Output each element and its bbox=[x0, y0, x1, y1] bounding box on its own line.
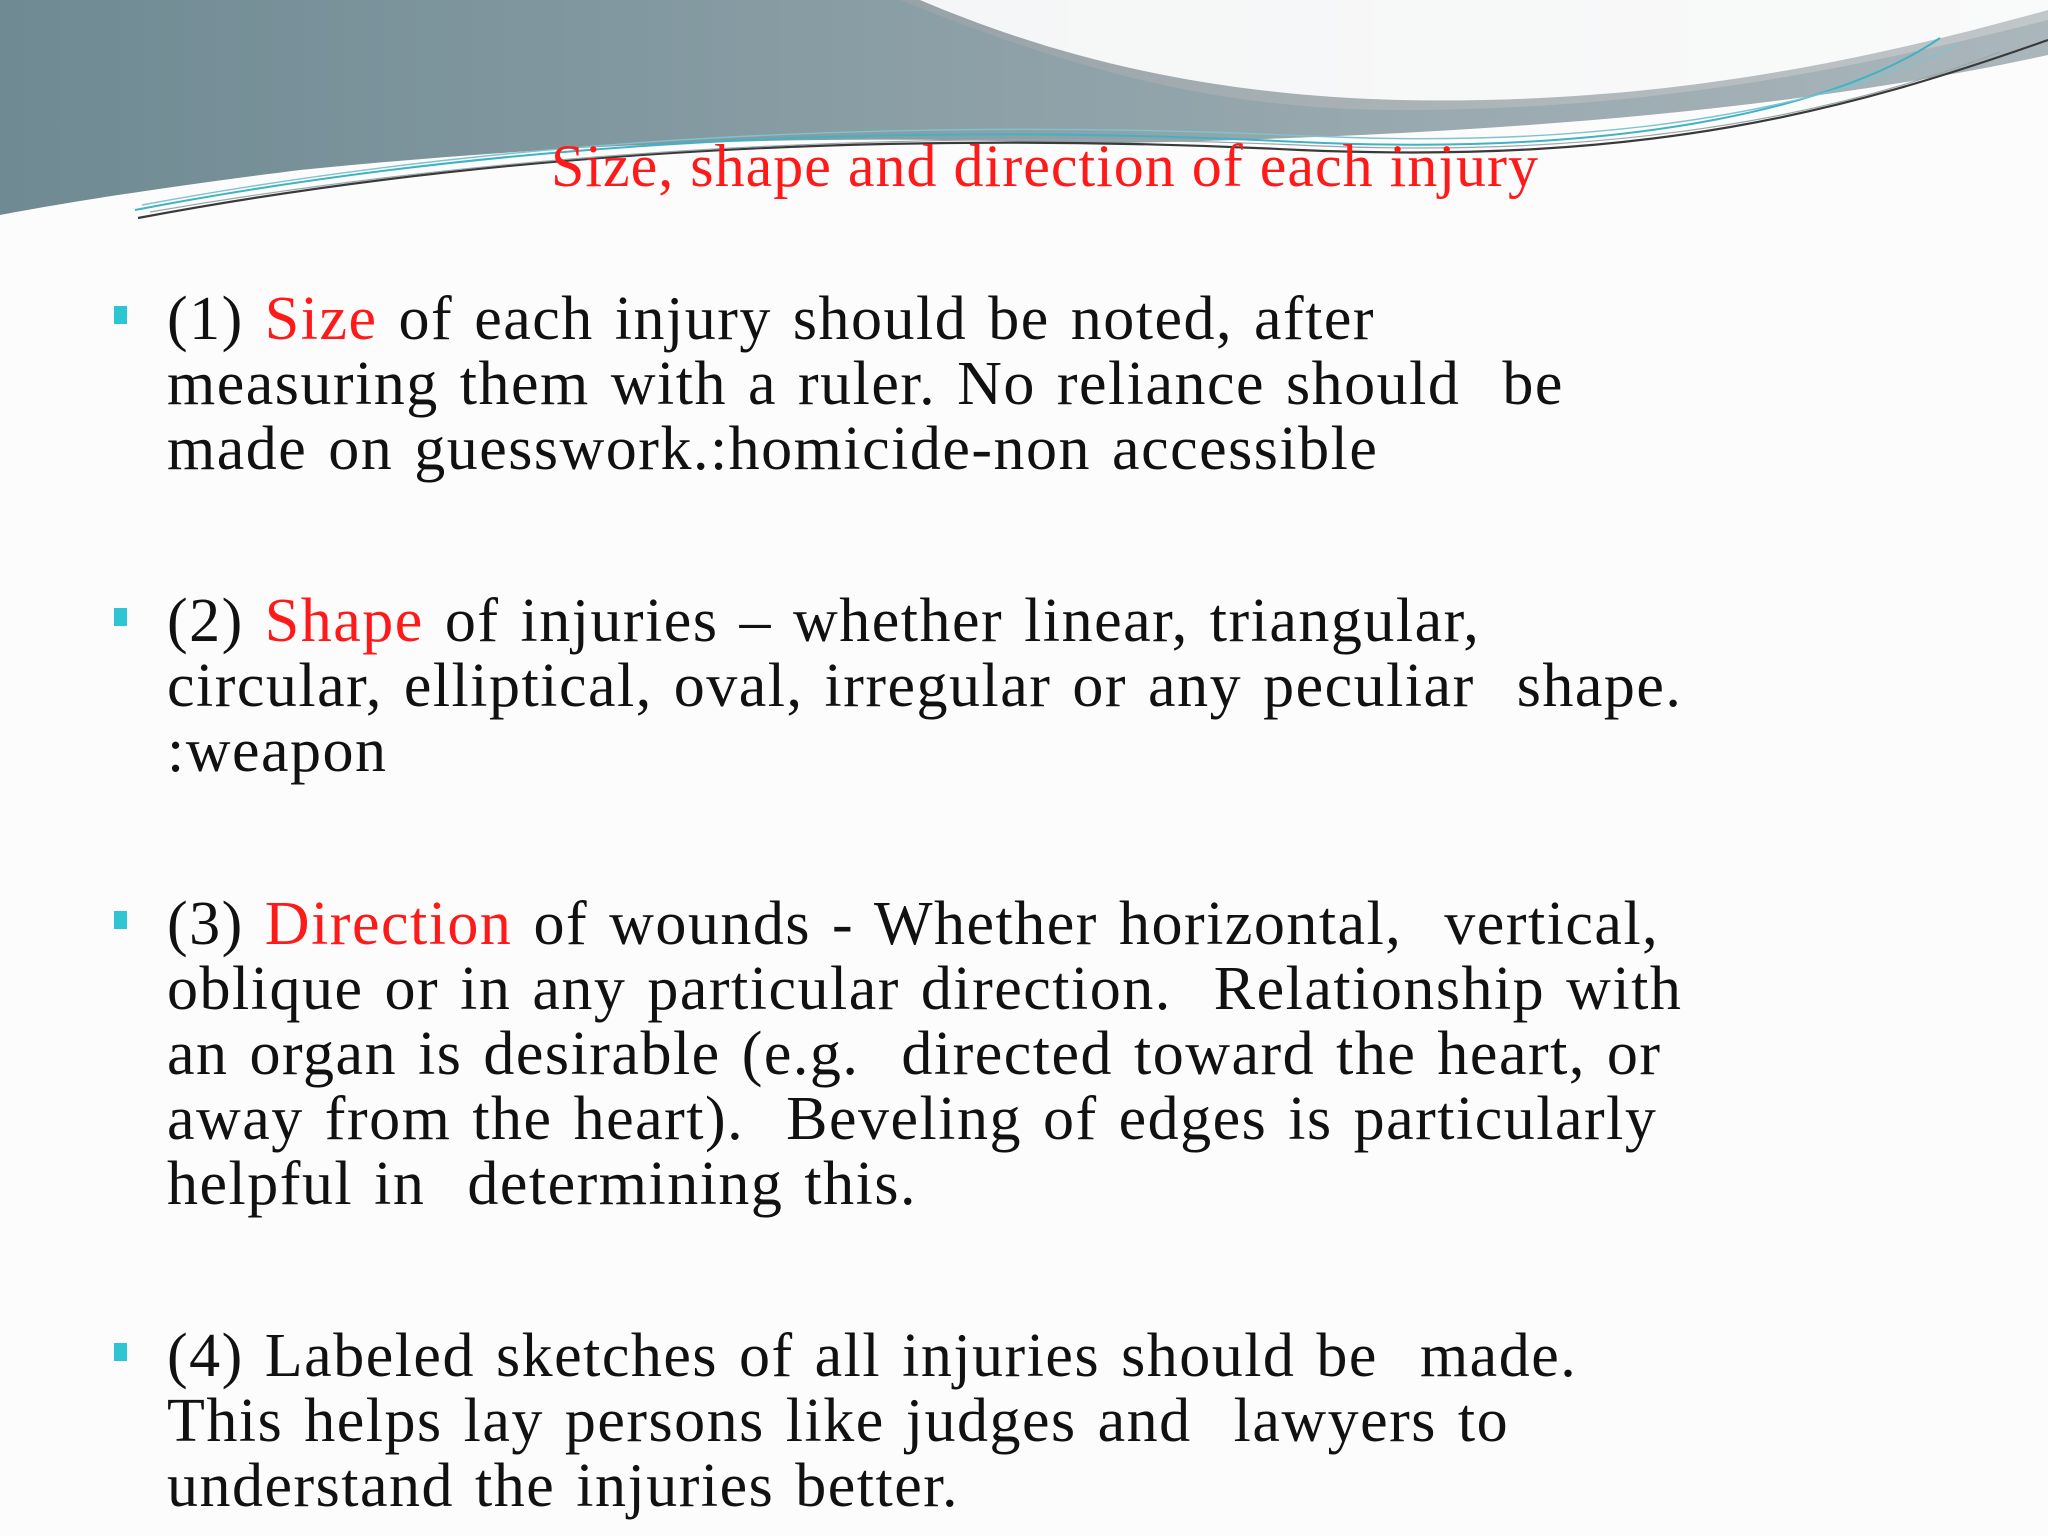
list-item-sketches bbox=[167, 1324, 2027, 1519]
bullet-marker bbox=[114, 306, 127, 324]
item-line: an organ is desirable (e.g. directed toward the heart, or bbox=[167, 1020, 1662, 1088]
bullet-marker bbox=[114, 1343, 127, 1361]
item-line: away from the heart). Beveling of edges is particularly bbox=[167, 1085, 1658, 1153]
item-prefix: (3) bbox=[167, 890, 265, 958]
item-prefix: (2) bbox=[167, 587, 265, 655]
item-text: of injuries – whether linear, triangular, bbox=[423, 587, 1481, 655]
list-item-shape bbox=[167, 589, 2027, 784]
item-line: circular, elliptical, oval, irregular or any peculiar shape. bbox=[167, 652, 1683, 720]
slide-title: Size, shape and direction of each injury bbox=[551, 133, 1539, 199]
item-line: :weapon bbox=[167, 717, 388, 785]
item-line: made on guesswork.:homicide-non accessible bbox=[167, 415, 1379, 483]
item-prefix: (1) bbox=[167, 285, 265, 353]
item-keyword: Direction bbox=[264, 890, 513, 958]
item-keyword: Size bbox=[264, 285, 378, 353]
item-text: of each injury should be noted, after bbox=[377, 285, 1376, 353]
item-keyword: Shape bbox=[264, 587, 424, 655]
item-line: helpful in determining this. bbox=[167, 1150, 918, 1218]
item-prefix: (4) bbox=[167, 1322, 265, 1390]
item-text: Labeled sketches of all injuries should be made. bbox=[264, 1322, 1578, 1390]
item-text: of wounds - Whether horizontal, vertical, bbox=[512, 890, 1660, 958]
bullet-marker bbox=[114, 911, 127, 929]
item-line: This helps lay persons like judges and lawyers to bbox=[167, 1387, 1510, 1455]
item-line: understand the injuries better. bbox=[167, 1452, 959, 1520]
bullet-marker bbox=[114, 608, 127, 626]
item-line: measuring them with a ruler. No reliance should be bbox=[167, 350, 1564, 418]
list-item-size bbox=[167, 287, 2027, 482]
list-item-direction bbox=[167, 892, 2027, 1217]
item-line: oblique or in any particular direction. Relationship with bbox=[167, 955, 1683, 1023]
